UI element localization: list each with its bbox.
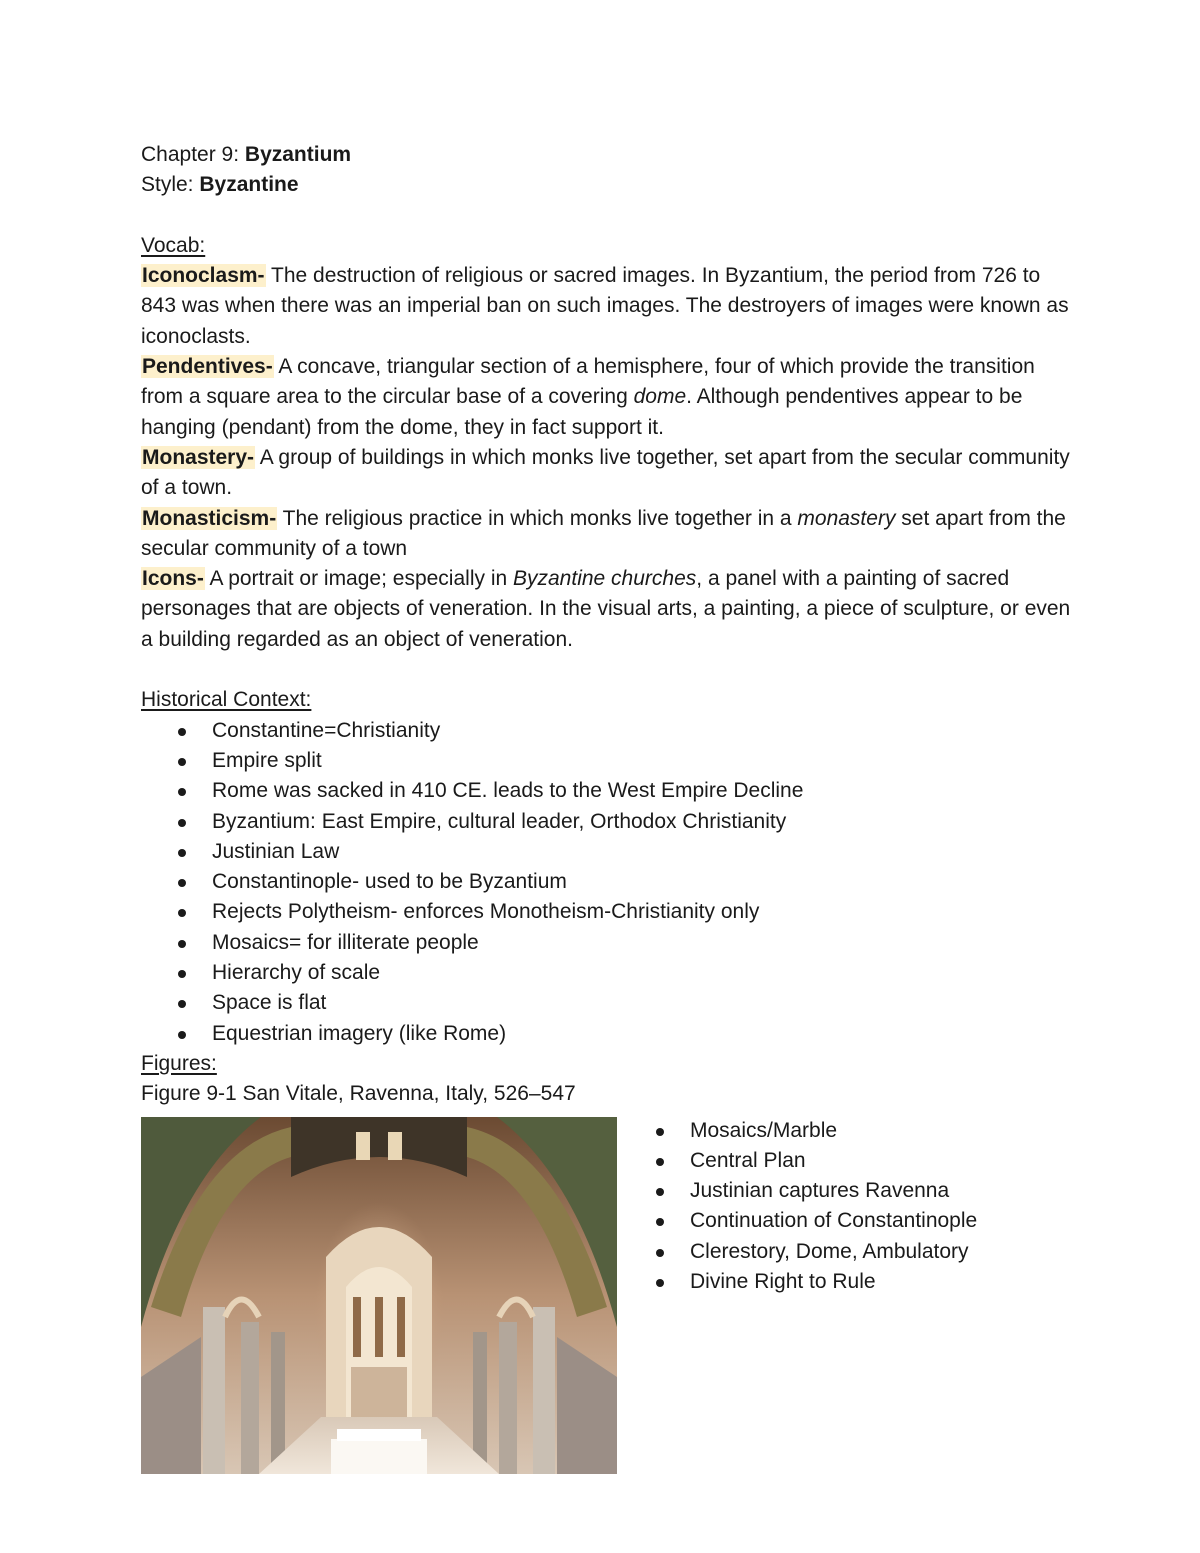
- vocab-entry-pendentives: [141, 352, 1071, 443]
- vocab-term: Pendentives-: [142, 355, 273, 379]
- historical-context-heading-line: [141, 685, 1071, 715]
- list-item: Justinian Law: [141, 837, 1071, 867]
- chapter-line: [141, 140, 1071, 170]
- vocab-definition: A concave, triangular section of a hemisphere, four of which provide the transition from a square area to the circular base of a covering: [141, 355, 1035, 409]
- vocab-definition: A portrait or image; especially in: [204, 567, 513, 591]
- list-item: Space is flat: [141, 988, 1071, 1018]
- chapter-title: Byzantium: [244, 143, 352, 166]
- vocab-entry-iconoclasm: [141, 261, 1071, 352]
- list-item: Justinian captures Ravenna: [619, 1176, 1069, 1206]
- vocab-term: Iconoclasm-: [142, 264, 265, 288]
- list-item: Clerestory, Dome, Ambulatory: [619, 1237, 1069, 1267]
- vocab-term: Monastery-: [142, 445, 255, 469]
- spacer: [141, 201, 1071, 231]
- list-item: Rejects Polytheism- enforces Monotheism-Christianity only: [141, 897, 1071, 927]
- list-item: Divine Right to Rule: [619, 1267, 1069, 1297]
- list-item: Equestrian imagery (like Rome): [141, 1019, 1071, 1049]
- vocab-heading: Vocab:: [141, 233, 206, 257]
- style-value: Byzantine: [199, 173, 299, 197]
- vocab-definition: set apart from the secular community of a town: [141, 506, 1066, 560]
- figures-heading-line: [141, 1049, 1071, 1079]
- vocab-term: Icons-: [142, 567, 204, 591]
- list-item: Central Plan: [619, 1146, 1069, 1176]
- vocab-definition-italic: Byzantine churches: [513, 567, 697, 591]
- list-item: Mosaics= for illiterate people: [141, 928, 1071, 958]
- vocab-heading-line: [141, 231, 1071, 261]
- list-item: Hierarchy of scale: [141, 958, 1071, 988]
- chapter-label: Chapter 9:: [141, 143, 245, 166]
- vocab-entry-icons: [141, 564, 1071, 655]
- document-content: [141, 140, 1071, 1482]
- list-item: Empire split: [141, 746, 1071, 776]
- figure-row: [141, 1110, 1071, 1482]
- historical-context-heading: Historical Context:: [141, 688, 312, 712]
- list-item: Constantinople- used to be Byzantium: [141, 867, 1071, 897]
- style-line: [141, 170, 1071, 200]
- figures-heading: Figures:: [141, 1051, 217, 1075]
- vocab-definition: The destruction of religious or sacred images. In Byzantium, the period from 726 to 843 was when there was an imperial ban on such images. The destroyers of images were known as iconoclasts.: [141, 264, 1069, 348]
- vocab-definition-italic: monastery: [797, 506, 896, 530]
- list-item: Continuation of Constantinople: [619, 1206, 1069, 1236]
- vocab-definition: . Although pendentives appear to be hanging (pendant) from the dome, they in fact support it.: [141, 385, 1023, 439]
- san-vitale-photo: [141, 1117, 617, 1474]
- vocab-definition-italic: dome: [633, 385, 687, 409]
- historical-context-list: [141, 716, 1071, 1049]
- figure-points-list: [619, 1116, 1069, 1298]
- vocab-definition: The religious practice in which monks live together in a: [277, 506, 798, 530]
- list-item: Constantine=Christianity: [141, 716, 1071, 746]
- style-label: Style:: [141, 173, 200, 197]
- vocab-entry-monasticism: [141, 504, 1071, 565]
- figure-caption: Figure 9-1 San Vitale, Ravenna, Italy, 526–547: [141, 1082, 576, 1106]
- list-item: Rome was sacked in 410 CE. leads to the West Empire Decline: [141, 776, 1071, 806]
- vocab-definition: A group of buildings in which monks live together, set apart from the secular community of a town.: [141, 445, 1070, 500]
- vocab-term: Monasticism-: [142, 506, 277, 530]
- vocab-definition: , a panel with a painting of sacred personages that are objects of veneration. In the visual arts, a painting, a piece of sculpture, or even a building regarded as an object of veneration.: [141, 567, 1071, 651]
- spacer: [141, 655, 1071, 685]
- list-item: Mosaics/Marble: [619, 1116, 1069, 1146]
- vocab-entry-monastery: [141, 443, 1071, 504]
- list-item: Byzantium: East Empire, cultural leader, Orthodox Christianity: [141, 807, 1071, 837]
